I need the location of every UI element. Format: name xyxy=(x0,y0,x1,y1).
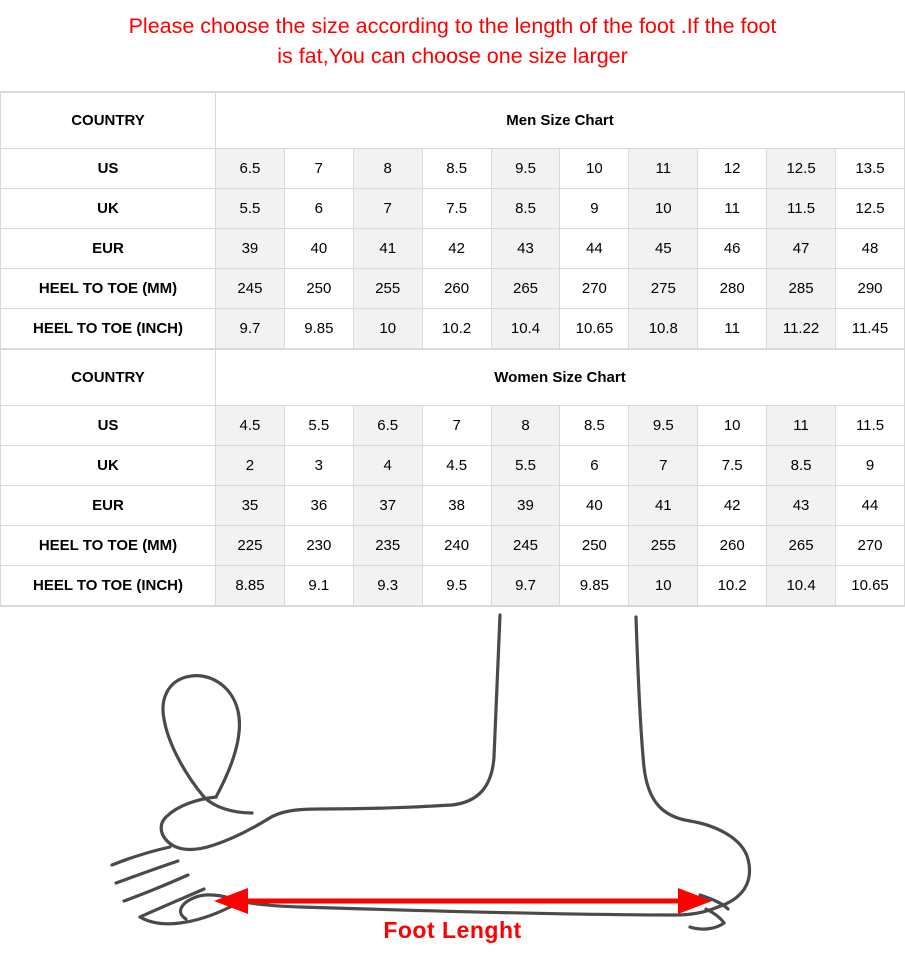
foot-length-caption: Foot Lenght xyxy=(383,917,522,943)
cell: 40 xyxy=(560,486,629,526)
cell: 45 xyxy=(629,229,698,269)
men-size-chart-table xyxy=(0,92,905,349)
cell: 11.22 xyxy=(767,309,836,349)
cell: 5.5 xyxy=(284,406,353,446)
cell: 235 xyxy=(353,526,422,566)
notice-line-2: is fat,You can choose one size larger xyxy=(277,43,628,68)
cell: 13.5 xyxy=(836,149,905,189)
women-chart-title: Women Size Chart xyxy=(216,350,905,406)
cell: 36 xyxy=(284,486,353,526)
cell: 10.65 xyxy=(836,566,905,606)
table-row xyxy=(1,566,905,606)
row-label: US xyxy=(1,149,216,189)
cell: 39 xyxy=(216,229,285,269)
cell: 9.7 xyxy=(491,566,560,606)
cell: 275 xyxy=(629,269,698,309)
cell: 4.5 xyxy=(216,406,285,446)
cell: 43 xyxy=(767,486,836,526)
cell: 8.85 xyxy=(216,566,285,606)
table-header-row xyxy=(1,350,905,406)
cell: 41 xyxy=(629,486,698,526)
row-label: US xyxy=(1,406,216,446)
cell: 230 xyxy=(284,526,353,566)
table-row xyxy=(1,229,905,269)
cell: 10.4 xyxy=(767,566,836,606)
country-header-cell: COUNTRY xyxy=(1,350,216,406)
row-label: UK xyxy=(1,446,216,486)
cell: 10.8 xyxy=(629,309,698,349)
row-label: HEEL TO TOE (INCH) xyxy=(1,309,216,349)
cell: 5.5 xyxy=(491,446,560,486)
cell: 10 xyxy=(353,309,422,349)
foot-illustration xyxy=(0,606,905,958)
cell: 10 xyxy=(629,566,698,606)
cell: 11 xyxy=(767,406,836,446)
cell: 11.5 xyxy=(767,189,836,229)
cell: 9.85 xyxy=(560,566,629,606)
men-chart-title: Men Size Chart xyxy=(216,93,905,149)
cell: 12.5 xyxy=(767,149,836,189)
cell: 255 xyxy=(353,269,422,309)
cell: 42 xyxy=(698,486,767,526)
cell: 260 xyxy=(422,269,491,309)
cell: 265 xyxy=(491,269,560,309)
cell: 41 xyxy=(353,229,422,269)
cell: 6.5 xyxy=(353,406,422,446)
cell: 9.5 xyxy=(491,149,560,189)
cell: 9 xyxy=(560,189,629,229)
cell: 35 xyxy=(216,486,285,526)
row-label: HEEL TO TOE (INCH) xyxy=(1,566,216,606)
table-row xyxy=(1,309,905,349)
women-size-chart-table xyxy=(0,349,905,606)
cell: 38 xyxy=(422,486,491,526)
cell: 5.5 xyxy=(216,189,285,229)
cell: 250 xyxy=(284,269,353,309)
cell: 44 xyxy=(560,229,629,269)
row-label: UK xyxy=(1,189,216,229)
country-header-cell: COUNTRY xyxy=(1,93,216,149)
cell: 10 xyxy=(698,406,767,446)
cell: 4.5 xyxy=(422,446,491,486)
cell: 280 xyxy=(698,269,767,309)
cell: 8 xyxy=(353,149,422,189)
cell: 290 xyxy=(836,269,905,309)
cell: 11 xyxy=(698,189,767,229)
cell: 46 xyxy=(698,229,767,269)
row-label: HEEL TO TOE (MM) xyxy=(1,526,216,566)
cell: 285 xyxy=(767,269,836,309)
table-row xyxy=(1,486,905,526)
cell: 11 xyxy=(629,149,698,189)
cell: 12 xyxy=(698,149,767,189)
cell: 44 xyxy=(836,486,905,526)
cell: 9.7 xyxy=(216,309,285,349)
cell: 9.5 xyxy=(629,406,698,446)
notice-banner xyxy=(0,0,905,92)
row-label: EUR xyxy=(1,486,216,526)
cell: 2 xyxy=(216,446,285,486)
cell: 37 xyxy=(353,486,422,526)
table-row xyxy=(1,406,905,446)
table-row xyxy=(1,446,905,486)
cell: 10.2 xyxy=(422,309,491,349)
cell: 11.45 xyxy=(836,309,905,349)
cell: 260 xyxy=(698,526,767,566)
cell: 6 xyxy=(560,446,629,486)
row-label: HEEL TO TOE (MM) xyxy=(1,269,216,309)
cell: 250 xyxy=(560,526,629,566)
cell: 11 xyxy=(698,309,767,349)
cell: 42 xyxy=(422,229,491,269)
cell: 48 xyxy=(836,229,905,269)
cell: 10 xyxy=(629,189,698,229)
cell: 11.5 xyxy=(836,406,905,446)
cell: 7 xyxy=(629,446,698,486)
cell: 9.5 xyxy=(422,566,491,606)
cell: 9.1 xyxy=(284,566,353,606)
cell: 8.5 xyxy=(491,189,560,229)
cell: 39 xyxy=(491,486,560,526)
cell: 9 xyxy=(836,446,905,486)
table-row xyxy=(1,269,905,309)
cell: 7 xyxy=(422,406,491,446)
cell: 7.5 xyxy=(698,446,767,486)
cell: 47 xyxy=(767,229,836,269)
cell: 10.2 xyxy=(698,566,767,606)
row-label: EUR xyxy=(1,229,216,269)
cell: 8.5 xyxy=(422,149,491,189)
cell: 10.65 xyxy=(560,309,629,349)
table-row xyxy=(1,149,905,189)
cell: 8.5 xyxy=(767,446,836,486)
cell: 7 xyxy=(284,149,353,189)
cell: 4 xyxy=(353,446,422,486)
cell: 245 xyxy=(491,526,560,566)
cell: 270 xyxy=(836,526,905,566)
cell: 270 xyxy=(560,269,629,309)
table-row xyxy=(1,526,905,566)
cell: 9.3 xyxy=(353,566,422,606)
foot-outline-drawing xyxy=(0,607,905,959)
cell: 225 xyxy=(216,526,285,566)
table-row xyxy=(1,189,905,229)
cell: 6.5 xyxy=(216,149,285,189)
cell: 8 xyxy=(491,406,560,446)
cell: 43 xyxy=(491,229,560,269)
cell: 3 xyxy=(284,446,353,486)
cell: 10.4 xyxy=(491,309,560,349)
cell: 8.5 xyxy=(560,406,629,446)
cell: 7 xyxy=(353,189,422,229)
cell: 40 xyxy=(284,229,353,269)
cell: 9.85 xyxy=(284,309,353,349)
cell: 12.5 xyxy=(836,189,905,229)
cell: 10 xyxy=(560,149,629,189)
notice-line-1: Please choose the size according to the length of the foot .If the foot xyxy=(128,14,777,38)
cell: 6 xyxy=(284,189,353,229)
table-header-row xyxy=(1,93,905,149)
cell: 255 xyxy=(629,526,698,566)
cell: 245 xyxy=(216,269,285,309)
cell: 240 xyxy=(422,526,491,566)
cell: 265 xyxy=(767,526,836,566)
cell: 7.5 xyxy=(422,189,491,229)
